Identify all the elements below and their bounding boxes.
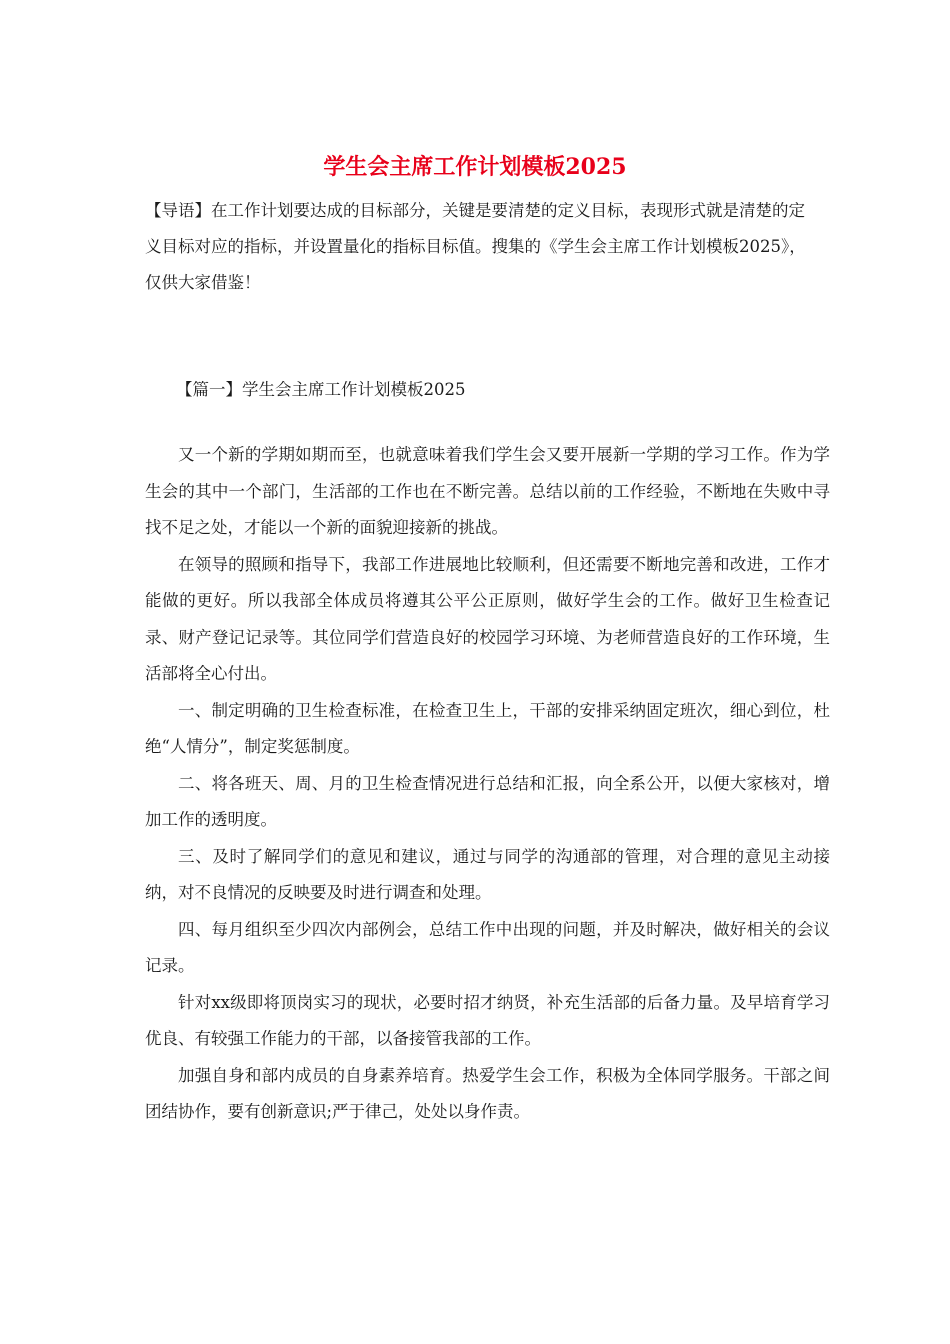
body-paragraph: 二、将各班天、周、月的卫生检查情况进行总结和汇报，向全系公开，以便大家核对，增加工作的透明度。 bbox=[145, 773, 830, 829]
body-paragraph: 针对xx级即将顶岗实习的现状，必要时招才纳贤，补充生活部的后备力量。及早培育学习优良、有较强工作能力的干部，以备接管我部的工作。 bbox=[145, 992, 830, 1048]
document-title: 学生会主席工作计划模板2025 bbox=[323, 154, 627, 180]
body-paragraph: 三、及时了解同学们的意见和建议，通过与同学的沟通部的管理，对合理的意见主动接纳，对不良情况的反映要及时进行调查和处理。 bbox=[145, 846, 830, 902]
body-paragraph: 又一个新的学期如期而至，也就意味着我们学生会又要开展新一学期的学习工作。作为学生会的其中一个部门，生活部的工作也在不断完善。总结以前的工作经验，不断地在失败中寻找不足之处，才能以一个新的面貌迎接新的挑战。 bbox=[145, 445, 830, 537]
body-paragraph: 四、每月组织至少四次内部例会，总结工作中出现的问题，并及时解决，做好相关的会议记录。 bbox=[145, 919, 830, 975]
body-paragraph: 加强自身和部内成员的自身素养培育。热爱学生会工作，积极为全体同学服务。干部之间团结协作，要有创新意识;严于律己，处处以身作责。 bbox=[145, 1065, 830, 1121]
document-body bbox=[145, 437, 830, 1131]
body-paragraph: 在领导的照顾和指导下，我部工作进展地比较顺利，但还需要不断地完善和改进，工作才能做的更好。所以我部全体成员将遵其公平公正原则，做好学生会的工作。做好卫生检查记录、财产登记记录等。其位同学们营造良好的校园学习环境、为老师营造良好的工作环境，生活部将全心付出。 bbox=[145, 554, 830, 683]
intro-paragraph: 【导语】在工作计划要达成的目标部分，关键是要清楚的定义目标，表现形式就是清楚的定义目标对应的指标，并设置量化的指标目标值。搜集的《学生会主席工作计划模板2025》，仅供大家借鉴！ bbox=[145, 201, 806, 292]
section-heading: 【篇一】学生会主席工作计划模板2025 bbox=[176, 380, 466, 399]
body-paragraph: 一、制定明确的卫生检查标准，在检查卫生上，干部的安排采纳固定班次，细心到位，杜绝“人情分”，制定奖惩制度。 bbox=[145, 700, 830, 756]
